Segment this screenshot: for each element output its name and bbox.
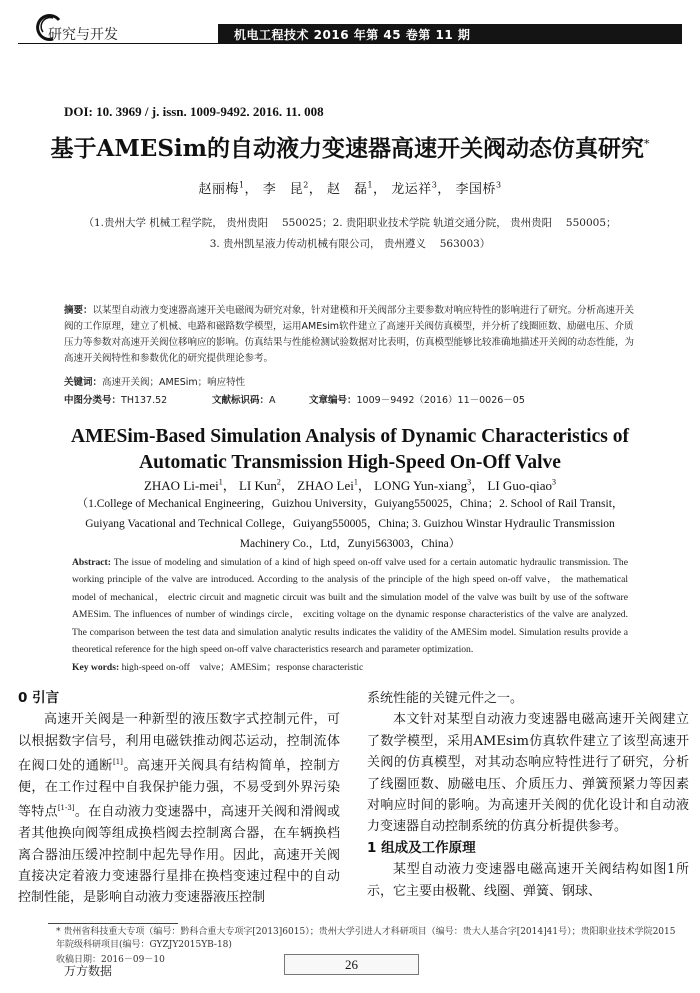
affiliation-cn: 3. 贵州凯星液力传动机械有限公司， 贵州遵义 563003）	[209, 238, 491, 250]
citation: [1]	[112, 758, 123, 767]
abstract-cn-text: 以某型自动液力变速器高速开关电磁阀为研究对象，针对建模和开关阀部分主要参数对响应特性的影响进行了研究。分析高速开关阀的工作原理，建立了机械、电路和磁路数学模型，运用AMEsim软件建立了高速开关阀仿真模型，并分析了线圈匝数、励磁电压、介质压力等参数对高速开关阀位移响应的影响。仿真结果与性能检测试验数据对比表明，仿真模型能够比较准确地描述开关阀的动态性能，为高速开关阀特性和参数优化的研究提供理论参考。	[64, 305, 635, 364]
body-column-left	[18, 688, 340, 909]
watermark: 万方数据	[64, 964, 113, 978]
keywords-en-text: high-speed on-off valve；AMESim；response characteristic	[121, 662, 364, 673]
author-cn: 赵丽梅	[198, 182, 239, 197]
affiliation-en-line: Guiyang Vacational and Technical College，Guiyang550005，China; 3. Guizhou Winstar Hydraulic Transmission	[85, 518, 615, 530]
abstract-en-text: The issue of modeling and simulation of a kind of high speed on-off valve used for a certain automatic hydraulic transmission. The working principle of the valve are introduced. According to the analysis of the principle of the high speed on-off valve， the mathematical model of mechanical， electric circuit and magnetic circuit was built and the simulation model of the valve was built by use of the software AMESim. The influences of number of windings circle， exciting voltage on the dynamic response characteristics of the valve are analyzed. The comparison between the test data and simulation analytic results indicates the validity of the AMESim model. Simulation results provide a theoretical reference for the high speed on-off valve characteristics research and parameter optimization.	[72, 557, 628, 656]
title-en-line: Automatic Transmission High-Speed On-Off Valve	[139, 452, 561, 473]
title-en-line: AMESim-Based Simulation Analysis of Dynamic Characteristics of	[71, 426, 629, 447]
title-footnote-mark: *	[644, 137, 650, 151]
abstract-cn	[64, 303, 639, 367]
authors-en: ZHAO Li-mei$^1$， LI Kun$^2$， ZHAO Lei$^1$， LONG Yun-xiang$^3$， LI Guo-qiao$^3$	[143, 477, 557, 493]
author-cn: 赵 磊	[326, 182, 368, 197]
author-cn: 李国桥	[455, 182, 496, 197]
author-en: LI Guo-qiao	[487, 478, 553, 493]
abstract-cn-label: 摘要：	[64, 305, 93, 316]
keywords-cn	[64, 374, 245, 388]
author-en: ZHAO Lei	[297, 478, 354, 493]
section-heading: 0 引言	[18, 690, 60, 706]
journal-issue: 机电工程技术 2016 年第 45 卷第 11 期	[234, 28, 471, 42]
author-en-affil: 1	[218, 477, 223, 487]
citation: [1-3]	[57, 804, 75, 813]
authors-cn: 赵丽梅$^1$， 李 昆$^2$， 赵 磊$^1$， 龙运祥$^3$， 李国桥$^3$	[198, 180, 502, 197]
page-number: 26	[345, 957, 358, 972]
keywords-en	[72, 659, 363, 673]
title-cn	[0, 130, 700, 163]
affiliation-en	[70, 494, 630, 554]
paragraph: 某型自动液力变速器电磁高速开关阀结构如图1所示，它主要由极靴、线圈、弹簧、钢球、	[367, 862, 689, 899]
author-en-affil: 2	[276, 477, 281, 487]
title-cn-text: 基于AMESim的自动液力变速器高速开关阀动态仿真研究	[50, 135, 645, 162]
author-cn-affil: 2	[303, 180, 309, 190]
journal-banner	[218, 24, 682, 43]
author-cn-affil: 3	[431, 180, 438, 190]
affiliation-en-line: （1.College of Mechanical Engineering，Guizhou University，Guiyang550025，China；2. School of Rail Transit，	[76, 498, 624, 510]
abstract-en-label: Abstract:	[72, 557, 111, 568]
author-en: LI Kun	[238, 478, 277, 493]
footnote-funding: * 贵州省科技重大专项（编号：黔科合重大专项字[2013]6015）；贵州大学引进人才科研项目（编号：贵大人基合字[2014]41号）；贵阳职业技术学院2015年院级科研项目(编号：GYZJY2015YB-18)	[56, 927, 676, 950]
section-label: 研究与开发	[48, 27, 118, 43]
doi: DOI: 10. 3969 / j. issn. 1009-9492. 2016. 11. 008	[64, 104, 324, 119]
keywords-cn-text: 高速开关阀；AMESim；响应特性	[102, 377, 246, 388]
paragraph-continued: 系统性能的关键元件之一。	[367, 691, 524, 706]
keywords-cn-label: 关键词：	[64, 377, 103, 388]
author-en-affil: 3	[552, 477, 557, 487]
paragraph: 高速开关阀是一种新型的液压数字式控制元件，可以根据数字信号，利用电磁铁推动阀芯运动，控制流体在阀口处的通断[1]。高速开关阀具有结构简单，控制方便，在工作过程中自我保护能力强，不易受到外界污染等特点[1-3]。在自动液力变速器中，高速开关阀和滑阀或者其他换向阀等组成换档阀去控制离合器，在车辆换档离合器油压缓冲控制中起先导作用。因此，高速开关阀直接决定着液力变速器行星排在换档变速过程中的自动控制性能，是影响自动液力变速器液压控制	[18, 712, 340, 906]
author-cn-affil: 1	[367, 180, 374, 190]
author-en: ZHAO Li-mei	[143, 478, 219, 493]
paragraph: 本文针对某型自动液力变速器电磁高速开关阀建立了数学模型，采用AMEsim仿真软件建立了该型高速开关阀的仿真模型，对其动态响应特性进行了研究，分析了线圈匝数、励磁电压、介质压力、弹簧预紧力等因素对响应时间的影响。为高速开关阀的优化设计和自动液力变速器自动控制系统的仿真分析提供参考。	[367, 712, 689, 835]
author-en-affil: 3	[467, 477, 472, 487]
author-en-affil: 1	[353, 477, 358, 487]
article-number: 文章编号：1009－9492（2016）11－0026－05	[309, 395, 525, 406]
section-heading: 1 组成及工作原理	[367, 839, 476, 856]
body-column-right	[367, 688, 689, 902]
author-cn: 李 昆	[262, 182, 304, 197]
affiliation-en-line: Machinery Co.，Ltd，Zunyi563003，China）	[239, 538, 461, 550]
author-cn: 龙运祥	[391, 182, 432, 197]
doc-code: 文献标识码：A	[212, 395, 276, 406]
clc-number: 中图分类号：TH137.52	[64, 395, 168, 406]
header-rule	[18, 43, 682, 44]
title-en	[0, 424, 700, 476]
keywords-en-label: Key words:	[72, 662, 120, 673]
author-cn-affil: 1	[238, 180, 245, 190]
abstract-en	[72, 554, 628, 658]
received-date: 收稿日期：2016－09－10	[56, 955, 165, 965]
affiliation-cn: （1.贵州大学 机械工程学院， 贵州贵阳 550025；2. 贵阳职业技术学院 轨道交通分院， 贵州贵阳 550005；	[83, 217, 617, 229]
author-cn-affil: 3	[495, 180, 502, 190]
footnote-rule	[48, 923, 178, 924]
author-en: LONG Yun-xiang	[374, 478, 468, 493]
